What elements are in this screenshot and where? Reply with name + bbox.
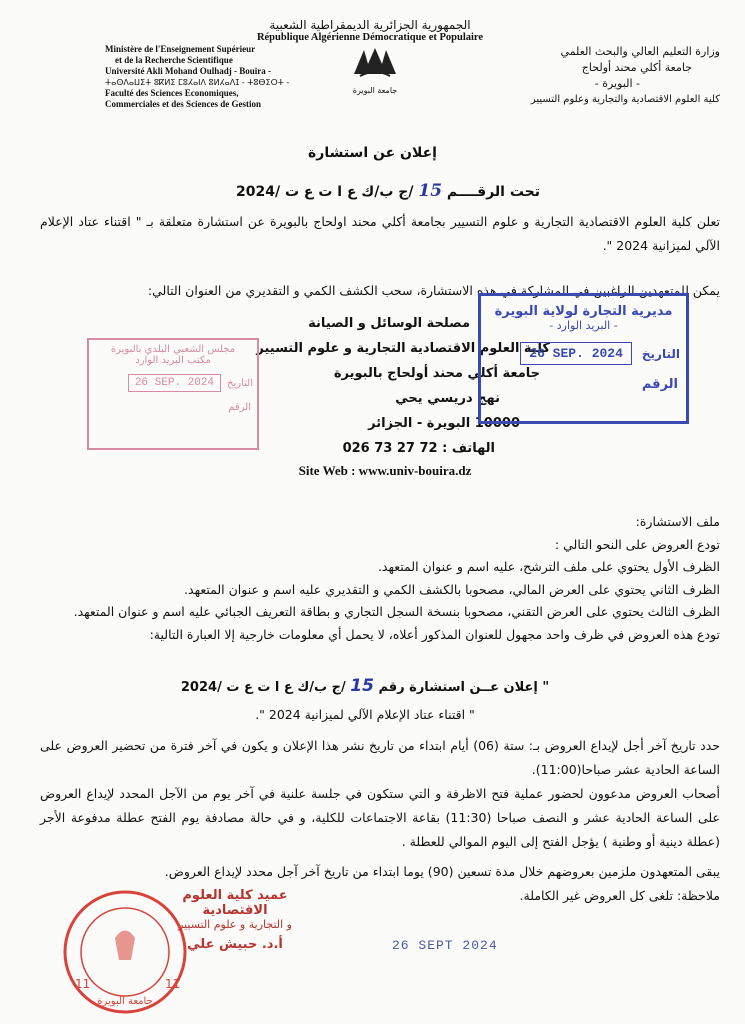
announce-suffix: /ج ب/ك ع ا ت ع ت /2024 — [180, 680, 346, 695]
blue-stamp-number-label: الرقم — [641, 377, 678, 392]
blue-stamp-title: مديرية التجارة لولاية البويرة — [494, 304, 673, 319]
address-line: كلية العلوم الاقتصادية التجارية و علوم التسيير — [256, 341, 550, 356]
dean-title: عميد كلية العلوم الاقتصادية — [182, 888, 288, 918]
announce-prefix: " إعلان عــن استشارة رقم — [378, 680, 550, 695]
intro-paragraph: تعلن كلية العلوم الاقتصادية التجارية و علوم التسيير بجامعة أكلي محند اولحاج بالبويرة عن استشارة متعلقة بـ " اقتناء عتاد الإعلام الآلي لميزانية 2024 ". — [40, 214, 720, 253]
university-logo-icon — [340, 44, 410, 90]
address-line: 10000 البويرة - الجزائر — [368, 416, 520, 431]
seal-text: جامعة البويرة — [97, 996, 153, 1007]
pink-stamp-date: 26 SEP. 2024 — [128, 374, 221, 392]
address-line: الهاتف : 72 27 73 026 — [342, 441, 495, 456]
reference-suffix: /ج ب/ك ع ا ت ع ت /2024 — [236, 184, 414, 200]
reference-prefix: تحت الرقــــم — [446, 184, 540, 200]
withdraw-paragraph: يمكن للمتعهدين الراغبين في المشاركة في هذه الاستشارة، سحب الكشف الكمي و التقديري من العنوان التالي: — [147, 283, 720, 298]
announce-line — [150, 676, 580, 696]
university-logo — [340, 44, 410, 95]
header-right-block — [420, 44, 720, 108]
blue-reception-stamp — [478, 293, 689, 424]
header-fr-line: et de la Recherche Scientifique — [115, 55, 233, 65]
header-ar-line: جامعة أكلي محند أولحاج — [581, 61, 692, 74]
dossier-line: الظرف الثاني يحتوي على العرض المالي، مصحوبا بالكشف الكمي و التقديري عليه اسم و عنوان المتعهد. — [184, 581, 720, 597]
date-stamp: 26 SEPT 2024 — [392, 938, 498, 953]
dossier-block — [40, 511, 720, 646]
header-republic-ar: الجمهورية الجزائرية الديمقراطية الشعبية — [269, 18, 471, 32]
pink-reception-stamp — [87, 338, 259, 450]
site-web: Site Web : www.univ-bouira.dz — [298, 463, 472, 478]
dean-sub: و التجارية و علوم التسيير — [177, 918, 292, 931]
announce-object: " اقتناء عتاد الإعلام الآلي لميزانية 2024 ". — [255, 707, 475, 722]
address-line: مصلحة الوسائل و الصيانة — [308, 316, 470, 331]
body-paragraph: حدد تاريخ آخر أجل لإيداع العروض بـ: ستة (06) أيام ابتداء من تاريخ نشر هذا الإعلان و يكون في آخر فترة من تحضير العروض على الساعة الحادية عشر صباحا(11:00). — [40, 738, 721, 777]
dean-signature-block — [150, 888, 320, 952]
header-republic-fr: République Algérienne Démocratique et Populaire — [256, 32, 484, 43]
pink-stamp-date-row — [89, 374, 257, 392]
dossier-line: الظرف الثالث يحتوي على العرض التقني، مصحوبا بنسخة السجل التجاري و بطاقة التعريف الجبائي عليه اسم و عنوان المتعهد. — [73, 604, 720, 619]
blue-stamp-date-row — [481, 342, 686, 365]
dossier-line: ملف الاستشارة: — [635, 514, 720, 529]
body-paragraph: يبقى المتعهدون ملزمين بعروضهم خلال مدة تسعين (90) يوما ابتداء من تاريخ آخر آجل محدد لإيداع العروض. — [164, 864, 720, 879]
header-ar-line: - البويرة - — [594, 77, 640, 90]
announce-number: 15 — [350, 676, 374, 696]
seal-number-left: 11 — [75, 977, 91, 991]
dossier-line: الظرف الأول يحتوي على ملف الترشح، عليه اسم و عنوان المتعهد. — [377, 559, 720, 574]
blue-stamp-date-label: التاريخ — [641, 346, 680, 361]
pink-stamp-sub: مكتب البريد الوارد — [135, 355, 211, 366]
dossier-line: تودع هذه العروض في ظرف واحد مجهول للعنوان المذكور أعلاه، لا يحمل أي معلومات خارجية إلا العبارة التالية: — [149, 626, 720, 642]
header-fr-line: Commerciales et des Sciences de Gestion — [105, 99, 262, 109]
body-paragraph: أصحاب العروض مدعوون لحضور عملية فتح الاظرفة و التي ستكون في جلسة علنية في آخر يوم من الآجل المحدد لإيداع العروض على الساعة الحادية عشر و النصف صباحا (11:30) بقاعة الاجتماعات للكلية، و في حالة مصادفة يوم الفتح عطلة مدفوعة الأجر (عطلة دينية أو وطنية ) يؤجل الفتح إلى اليوم الموالي للعطلة . — [40, 786, 721, 849]
header-ar-line: وزارة التعليم العالي والبحث العلمي — [560, 45, 720, 58]
reference-line — [200, 181, 540, 201]
body-paragraph: ملاحظة: تلغى كل العروض غير الكاملة. — [519, 888, 720, 903]
address-line: نهج دريسي يحي — [395, 391, 500, 406]
page-title: إعلان عن استشارة — [308, 145, 437, 161]
header-ar-line: كلية العلوم الاقتصادية والتجارية وعلوم التسيير — [530, 94, 720, 105]
header-left-block — [105, 44, 325, 110]
reference-number: 15 — [418, 181, 443, 201]
blue-stamp-sub: - البريد الوارد - — [549, 319, 618, 332]
logo-caption: جامعة البويرة — [352, 86, 398, 95]
address-line: جامعة أكلي محند أولحاج بالبويرة — [333, 366, 540, 381]
header-fr-line: Ministère de l'Enseignement Supérieur — [105, 44, 256, 54]
pink-stamp-number-label: الرقم — [228, 402, 251, 413]
blue-stamp-date: 26 SEP. 2024 — [520, 342, 632, 365]
dossier-line: تودع العروض على النحو التالي : — [554, 536, 720, 552]
pink-stamp-title: مجلس الشعبي البلدي بالبويرة — [110, 344, 236, 355]
header-fr-line: Université Akli Mohand Oulhadj - Bouira - — [105, 66, 272, 76]
dean-name: أ.د. حبيش علي — [187, 937, 283, 952]
header-fr-line: Faculté des Sciences Economiques, — [105, 88, 239, 98]
seal-number-right: 11 — [165, 977, 181, 991]
header-tifinagh-line: ⵜⴰⵙⴷⴰⵡⵉⵜ ⵓⴽⵍⵉ ⵎⵓⵃⴰⵏⴷ ⵓⵍⵃⴰⴷⵊ - ⵜⵓⴱⵉⵔⵜ - — [105, 78, 290, 87]
pink-stamp-date-label: التاريخ — [227, 377, 253, 389]
